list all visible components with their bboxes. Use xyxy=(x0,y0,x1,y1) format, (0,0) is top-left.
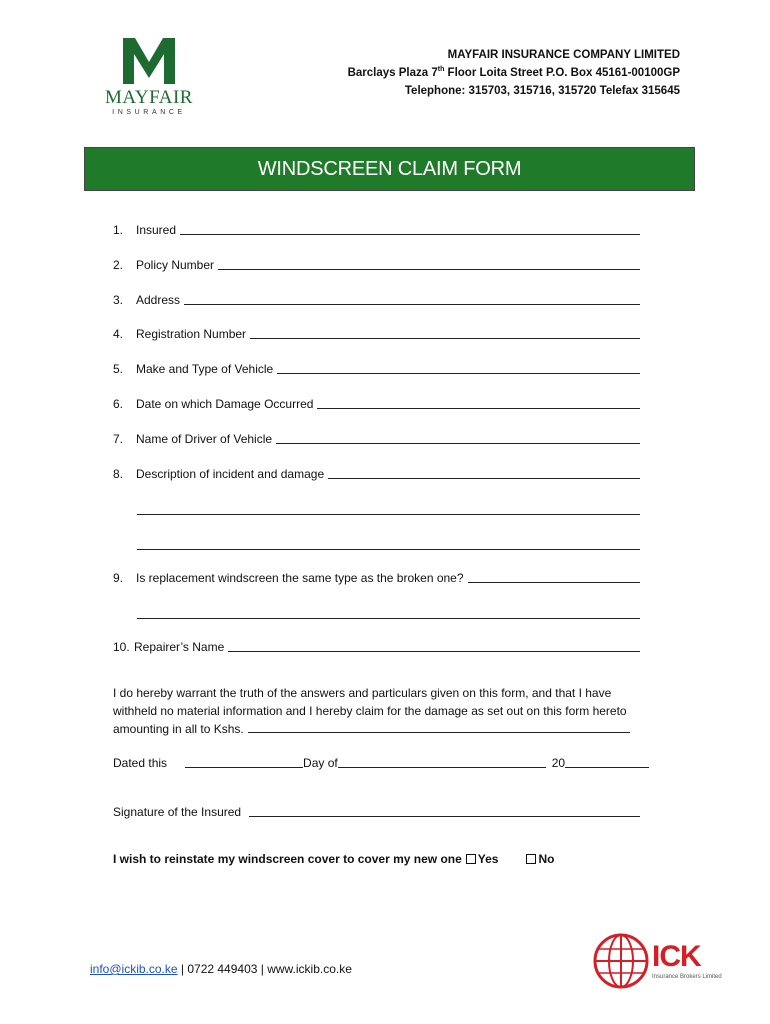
dated-row: Dated this Day of 20 xyxy=(113,756,653,770)
replacement-same-type-input-line[interactable] xyxy=(468,582,640,583)
reinstate-question: I wish to reinstate my windscreen cover to cover my new one Yes No xyxy=(113,852,555,866)
field-insured: 1. Insured xyxy=(113,221,640,237)
date-of-damage-input-line[interactable] xyxy=(317,408,640,409)
yes-checkbox[interactable] xyxy=(466,854,476,864)
form-title: WINDSCREEN CLAIM FORM xyxy=(257,157,522,180)
address-input-line[interactable] xyxy=(184,304,640,305)
no-checkbox[interactable] xyxy=(526,854,536,864)
make-type-input-line[interactable] xyxy=(277,373,640,374)
ick-wordmark: ICK xyxy=(652,940,701,973)
field-driver-name: 7. Name of Driver of Vehicle xyxy=(113,430,640,446)
incident-description-line-2[interactable] xyxy=(137,514,640,515)
mayfair-m-mark-icon xyxy=(119,36,179,86)
replacement-answer-line-2[interactable] xyxy=(137,618,640,619)
field-registration-number: 4. Registration Number xyxy=(113,325,640,341)
field-policy-number: 2. Policy Number xyxy=(113,256,640,272)
field-date-of-damage: 6. Date on which Damage Occurred xyxy=(113,395,640,411)
driver-name-input-line[interactable] xyxy=(276,443,640,444)
declaration-paragraph: I do hereby warrant the truth of the answers and particulars given on this form, and that I have withheld no material information and I hereby claim for the damage as set out on this form hereto amounting in all to Kshs. xyxy=(113,684,673,738)
logo-wordmark: MAYFAIR xyxy=(105,87,193,108)
field-signature: Signature of the Insured xyxy=(113,803,640,819)
ick-subtitle: Insurance Brokers Limited xyxy=(652,974,722,980)
month-input-line[interactable] xyxy=(338,767,546,768)
no-label: No xyxy=(538,852,555,866)
policy-number-input-line[interactable] xyxy=(218,269,640,270)
company-address: Barclays Plaza 7th Floor Loita Street P.O. Box 45161-00100GP xyxy=(347,66,680,79)
field-address: 3. Address xyxy=(113,291,640,307)
insured-input-line[interactable] xyxy=(180,234,640,235)
footer-contact: info@ickib.co.ke | 0722 449403 | www.ickib.co.ke xyxy=(90,962,352,976)
amount-kshs-input-line[interactable] xyxy=(248,732,630,733)
field-repairer-name: 10. Repairer’s Name xyxy=(113,638,640,654)
day-input-line[interactable] xyxy=(185,767,303,768)
incident-description-input-line[interactable] xyxy=(328,478,640,479)
yes-label: Yes xyxy=(477,852,499,866)
signature-input-line[interactable] xyxy=(249,816,640,817)
company-phones: Telephone: 315703, 315716, 315720 Telefax 315645 xyxy=(404,85,680,97)
ick-logo xyxy=(592,932,722,992)
logo-subtitle: INSURANCE xyxy=(112,109,186,116)
email-link[interactable]: info@ickib.co.ke xyxy=(90,962,178,976)
company-header xyxy=(348,46,680,100)
mayfair-logo xyxy=(104,36,194,118)
field-incident-description: 8. Description of incident and damage xyxy=(113,465,640,481)
repairer-name-input-line[interactable] xyxy=(228,651,640,652)
company-name: MAYFAIR INSURANCE COMPANY LIMITED xyxy=(447,49,680,61)
registration-number-input-line[interactable] xyxy=(250,338,640,339)
field-replacement-same-type: 9. Is replacement windscreen the same type as the broken one? xyxy=(113,569,640,585)
year-input-line[interactable] xyxy=(565,767,649,768)
ick-globe-icon xyxy=(592,932,650,990)
incident-description-line-3[interactable] xyxy=(137,549,640,550)
title-banner xyxy=(84,147,695,191)
field-make-type-vehicle: 5. Make and Type of Vehicle xyxy=(113,360,640,376)
